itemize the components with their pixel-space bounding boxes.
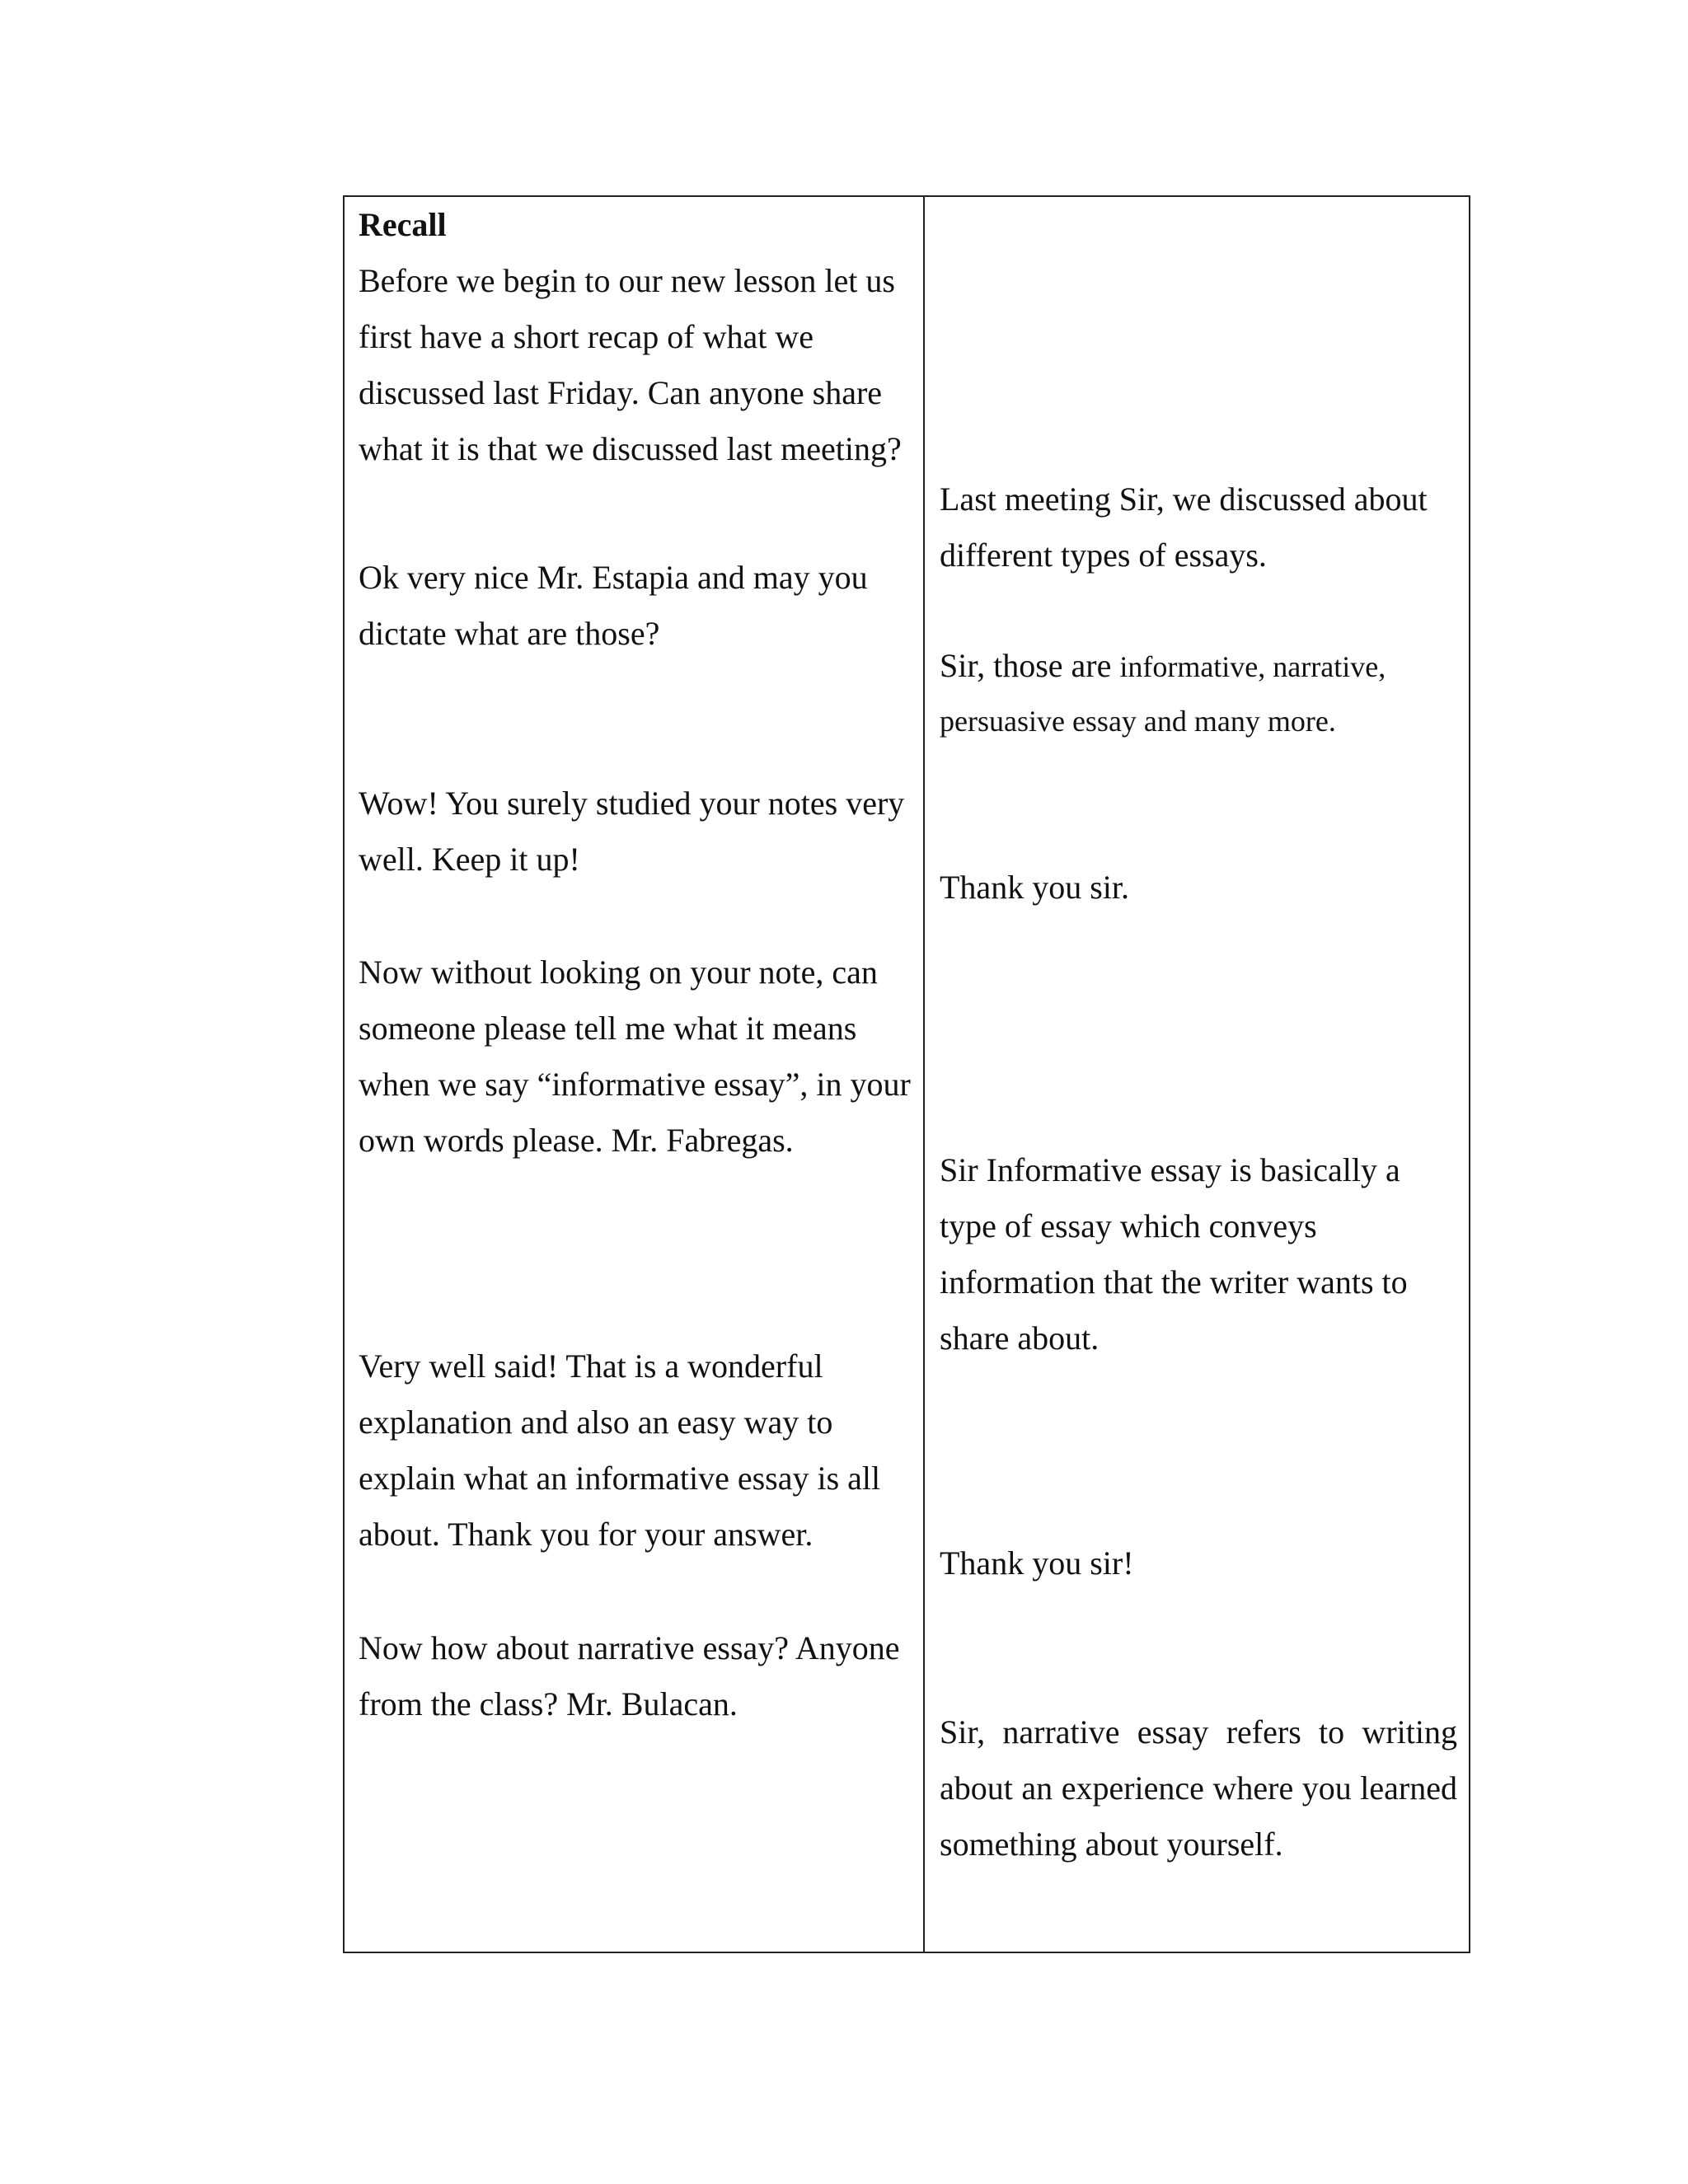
student-response-6: Sir, narrative essay refers to writing about an experience where you learned something about yourself. (940, 1713, 1457, 1863)
student-column (925, 197, 1469, 1952)
student-response-3: Thank you sir. (940, 869, 1129, 906)
response-2-prefix: Sir, those are (940, 647, 1120, 684)
teacher-paragraph-3: Wow! You surely studied your notes very well. Keep it up! (359, 785, 905, 878)
teacher-paragraph-4: Now without looking on your note, can someone please tell me what it means when we say “informative essay”, in your own words please. Mr. Fabregas. (359, 954, 911, 1159)
response-2-line-1: informative, narrative, (1119, 650, 1386, 683)
response-2-line-2: persuasive essay and many more. (940, 705, 1336, 738)
teacher-column (345, 197, 925, 1952)
lesson-table (343, 195, 1470, 1953)
student-response-4: Sir Informative essay is basically a type of essay which conveys information that the writer wants to share about. (940, 1151, 1408, 1357)
student-response-2 (940, 638, 1386, 748)
teacher-paragraph-6: Now how about narrative essay? Anyone from the class? Mr. Bulacan. (359, 1629, 900, 1722)
section-heading: Recall (359, 206, 447, 243)
teacher-paragraph-1: Before we begin to our new lesson let us first have a short recap of what we discussed last Friday. Can anyone share what it is that we discussed last meeting? (359, 262, 902, 467)
student-response-5: Thank you sir! (940, 1544, 1134, 1582)
student-response-1: Last meeting Sir, we discussed about different types of essays. (940, 480, 1428, 574)
teacher-paragraph-2: Ok very nice Mr. Estapia and may you dictate what are those? (359, 559, 868, 652)
teacher-paragraph-5: Very well said! That is a wonderful explanation and also an easy way to explain what an informative essay is all about. Thank you for your answer. (359, 1347, 881, 1553)
